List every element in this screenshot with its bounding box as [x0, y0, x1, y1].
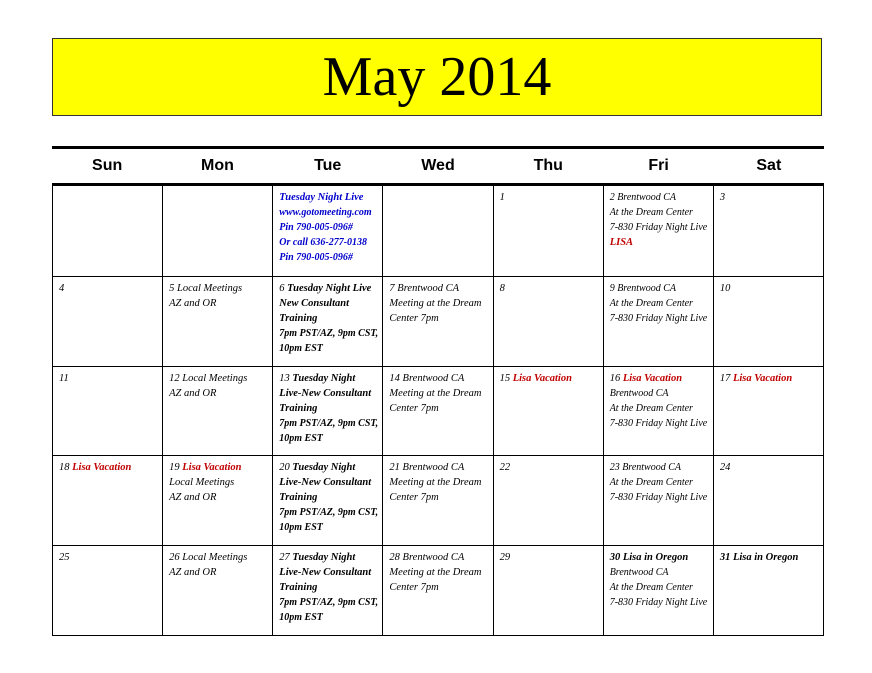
calendar-day-cell — [494, 455, 604, 545]
calendar-day-cell — [714, 545, 824, 635]
day-entry-line: New Consultant — [279, 297, 350, 309]
day-entry-line: 21 Brentwood CA — [389, 462, 465, 474]
day-entry-line: AZ and OR — [169, 567, 217, 579]
calendar-day-cell — [163, 276, 273, 366]
day-entry-line: 28 Brentwood CA — [389, 552, 465, 564]
day-entry-line: 7pm PST/AZ, 9pm CST, — [279, 507, 379, 519]
calendar-day-cell — [604, 455, 714, 545]
weekday-mon: Mon — [200, 157, 234, 174]
calendar-day-cell — [714, 455, 824, 545]
weekday-fri: Fri — [648, 157, 669, 174]
day-entry-line — [279, 281, 376, 296]
day-entry-line: 10pm EST — [279, 432, 323, 444]
calendar-day-cell — [383, 186, 493, 276]
day-entry-line: Training — [279, 582, 318, 594]
day-entry-line: 7pm PST/AZ, 9pm CST, — [279, 597, 379, 609]
day-entry-text: 18 — [59, 462, 73, 474]
day-entry-line: 26 Local Meetings — [169, 552, 248, 564]
weekday-wed: Wed — [421, 157, 455, 174]
day-entry-line — [279, 371, 376, 386]
calendar-day-cell — [714, 366, 824, 456]
calendar-day-cell — [714, 186, 824, 276]
day-entry-line: Center 7pm — [389, 582, 439, 594]
weekday-thu: Thu — [533, 157, 563, 174]
day-entry-line: Pin 790-005-096# — [279, 252, 353, 263]
day-entry-text: 6 — [279, 282, 288, 294]
day-entry-line: AZ and OR — [169, 492, 217, 504]
day-entry-line: At the Dream Center — [609, 477, 693, 489]
day-entry-line: At the Dream Center — [609, 297, 693, 309]
day-entry-line: AZ and OR — [169, 387, 217, 399]
day-entry-line: 3 — [719, 192, 726, 203]
day-entry-line: 24 — [719, 462, 731, 474]
calendar-day-cell — [53, 366, 163, 456]
day-entry-line — [500, 371, 597, 386]
calendar-day-cell — [714, 276, 824, 366]
calendar-day-cell — [494, 276, 604, 366]
day-entry-text: Lisa Vacation — [182, 462, 242, 474]
calendar-day-cell — [53, 186, 163, 276]
day-entry-line — [279, 550, 376, 565]
day-entry-line: 11 — [59, 372, 69, 384]
day-entry-text: 13 — [279, 372, 293, 384]
day-entry-line — [59, 460, 156, 475]
day-entry-line: 10pm EST — [279, 612, 323, 624]
calendar-day-cell — [273, 186, 383, 276]
weekday-sat: Sat — [756, 157, 782, 174]
day-entry-line: 7-830 Friday Night Live — [609, 492, 708, 504]
day-entry-line: Or call 636-277-0138 — [279, 237, 368, 248]
day-entry-line: 7-830 Friday Night Live — [609, 312, 708, 324]
day-entry-line: 9 Brentwood CA — [609, 282, 676, 294]
day-entry-text: 27 — [279, 552, 293, 564]
calendar-day-cell — [494, 366, 604, 456]
day-entry-line: 5 Local Meetings — [169, 282, 243, 294]
day-entry-line — [720, 371, 817, 386]
day-entry-line: 4 — [59, 282, 65, 294]
day-entry-line: LISA — [609, 237, 634, 248]
day-entry-text: Lisa Vacation — [512, 372, 572, 384]
day-entry-line: Pin 790-005-096# — [279, 222, 353, 233]
day-entry-line: 1 — [499, 192, 505, 203]
day-entry-line: 7-830 Friday Night Live — [609, 222, 708, 233]
day-entry-line: Training — [279, 492, 318, 504]
day-entry-line: Brentwood CA — [609, 567, 669, 579]
calendar-day-cell — [604, 186, 714, 276]
calendar-day-cell — [383, 276, 493, 366]
day-entry-line: At the Dream Center — [609, 207, 693, 218]
day-entry-line: 7 Brentwood CA — [389, 282, 460, 294]
day-entry-line: Meeting at the Dream — [389, 387, 482, 399]
day-entry-text: Lisa Vacation — [622, 372, 683, 384]
day-entry-text: 17 — [719, 372, 733, 384]
day-entry-line: Center 7pm — [389, 402, 439, 414]
day-entry-line: 7pm PST/AZ, 9pm CST, — [279, 327, 379, 339]
calendar-day-cell — [383, 545, 493, 635]
calendar-day-cell — [163, 366, 273, 456]
day-entry-line: 8 — [499, 282, 505, 294]
day-entry-line: 23 Brentwood CA — [609, 462, 681, 474]
day-entry-line: Tuesday Night Live — [279, 192, 364, 203]
day-entry-line: 10pm EST — [279, 522, 323, 534]
calendar-day-cell — [604, 276, 714, 366]
day-entry-text: 16 — [609, 372, 623, 384]
calendar-day-cell — [604, 366, 714, 456]
day-entry-line — [610, 371, 707, 386]
calendar-day-cell — [383, 455, 493, 545]
day-entry-line: 10 — [719, 282, 731, 294]
calendar-day-cell — [273, 366, 383, 456]
day-entry-line: Local Meetings — [169, 477, 235, 489]
calendar-day-cell — [273, 455, 383, 545]
day-entry-line: 29 — [499, 552, 511, 564]
day-entry-text: 20 — [279, 462, 293, 474]
day-entry-line: Meeting at the Dream — [389, 567, 482, 579]
day-entry-line: Live-New Consultant — [279, 387, 372, 399]
calendar-day-cell — [163, 545, 273, 635]
calendar-day-cell — [494, 545, 604, 635]
day-entry-line: Training — [279, 312, 318, 324]
calendar-day-cell — [53, 276, 163, 366]
weekday-tue: Tue — [314, 157, 342, 174]
day-entry-line: Meeting at the Dream — [389, 477, 482, 489]
day-entry-line: 30 Lisa in Oregon — [609, 552, 689, 564]
day-entry-line: 7pm PST/AZ, 9pm CST, — [279, 417, 379, 429]
day-entry-line: Meeting at the Dream — [389, 297, 482, 309]
day-entry-line — [169, 460, 266, 475]
day-entry-text: Tuesday Night Live — [287, 282, 372, 294]
day-entry-line: Center 7pm — [389, 312, 439, 324]
day-entry-line: 31 Lisa in Oregon — [719, 552, 799, 564]
day-entry-line: At the Dream Center — [609, 402, 693, 414]
day-entry-line: Center 7pm — [389, 492, 439, 504]
day-entry-line: At the Dream Center — [609, 582, 693, 594]
day-entry-line: AZ and OR — [169, 297, 217, 309]
day-entry-line: www.gotomeeting.com — [279, 207, 372, 218]
day-entry-text: Lisa Vacation — [732, 372, 793, 384]
day-entry-line: 25 — [59, 552, 70, 564]
page-title: May 2014 — [322, 46, 552, 108]
calendar-day-cell — [53, 455, 163, 545]
day-entry-line: 14 Brentwood CA — [389, 372, 465, 384]
title-banner — [52, 38, 822, 116]
day-entry-line: 7-830 Friday Night Live — [609, 417, 708, 429]
day-entry-line: Training — [279, 402, 318, 414]
day-entry-line: 2 Brentwood CA — [609, 192, 676, 203]
calendar-day-cell — [53, 545, 163, 635]
calendar-day-cell — [273, 545, 383, 635]
day-entry-line: Brentwood CA — [609, 387, 669, 399]
calendar-day-cell — [163, 186, 273, 276]
day-entry-text: Lisa Vacation — [72, 462, 132, 474]
calendar-day-cell — [273, 276, 383, 366]
day-entry-line: 7-830 Friday Night Live — [609, 597, 708, 609]
day-entry-line — [279, 460, 376, 475]
calendar-day-cell — [604, 545, 714, 635]
weekday-header — [52, 149, 824, 183]
day-entry-text: Tuesday Night — [292, 552, 356, 564]
day-entry-text: 19 — [169, 462, 183, 474]
day-entry-line: 10pm EST — [279, 342, 323, 354]
day-entry-line: 22 — [499, 462, 511, 474]
day-entry-text: Tuesday Night — [292, 372, 356, 384]
day-entry-line: 12 Local Meetings — [169, 372, 248, 384]
day-entry-text: 15 — [499, 372, 513, 384]
weekday-sun: Sun — [92, 157, 123, 174]
day-entry-text: Tuesday Night — [292, 462, 356, 474]
calendar-day-cell — [494, 186, 604, 276]
calendar-day-cell — [383, 366, 493, 456]
day-entry-line: Live-New Consultant — [279, 477, 372, 489]
day-entry-line: Live-New Consultant — [279, 567, 372, 579]
calendar-day-cell — [163, 455, 273, 545]
calendar-grid — [52, 186, 824, 636]
